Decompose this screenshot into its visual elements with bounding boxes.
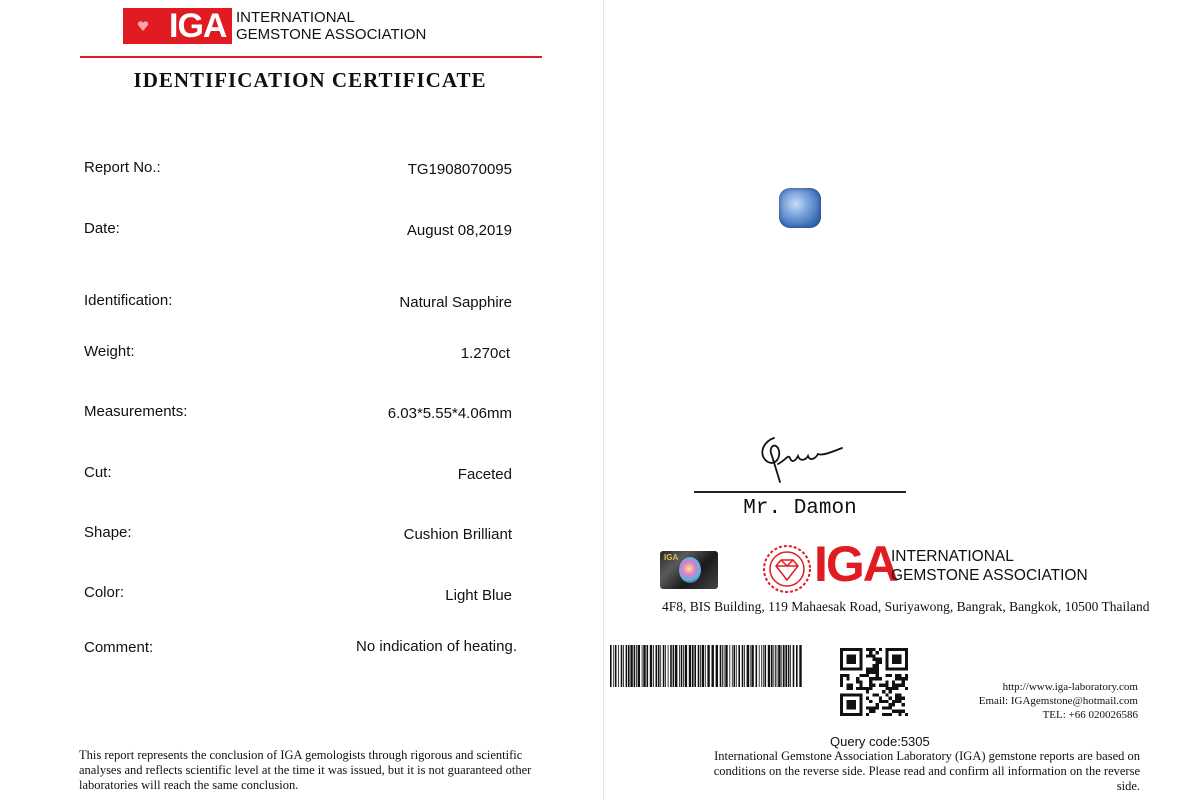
field-value-date: August 08,2019	[406, 222, 512, 239]
logo-line-1: INTERNATIONAL	[236, 9, 355, 26]
field-value-color: Light Blue	[445, 587, 512, 604]
barcode-image	[610, 645, 802, 687]
certificate-title: IDENTIFICATION CERTIFICATE	[133, 68, 487, 92]
page-fold-divider	[603, 0, 604, 800]
signature-line	[694, 491, 906, 493]
field-label-date: Date:	[84, 220, 120, 237]
field-label-color: Color:	[84, 584, 125, 601]
association-wordmark	[891, 547, 1088, 585]
field-label-comment: Comment:	[84, 639, 154, 656]
query-code: Query code:5305	[830, 734, 930, 749]
hologram-sticker	[660, 551, 718, 589]
hologram-label: IGA	[664, 553, 679, 562]
lab-address: 4F8, BIS Building, 119 Mahaesak Road, Suriyawong, Bangrak, Bangkok, 10500 Thailand	[662, 599, 1150, 614]
gemstone-photo	[779, 188, 821, 228]
field-label-identification: Identification:	[84, 292, 173, 309]
field-value-shape: Cushion Brilliant	[403, 526, 512, 543]
qr-code-image	[840, 648, 908, 716]
field-label-cut: Cut:	[84, 464, 112, 481]
association-line-1: INTERNATIONAL	[891, 548, 1014, 565]
association-line-2: GEMSTONE ASSOCIATION	[891, 567, 1088, 584]
heart-icon	[137, 21, 149, 31]
disclaimer-text: This report represents the conclusion of IGA gemologists through rigorous and scientific analyses and reflects scientific level at the time it was issued, but it is not guaranteed other laboratories will reach the same conclusion.	[79, 748, 532, 792]
iga-seal-icon	[762, 544, 812, 594]
field-value-report-no: TG1908070095	[407, 161, 512, 178]
reverse-side-notice: International Gemstone Association Laboratory (IGA) gemstone reports are based on conditions on the reverse side. Please read and confirm all information on the reverse side.	[713, 749, 1140, 793]
logo-wordmark	[236, 9, 426, 43]
signer-name: Mr. Damon	[743, 497, 857, 520]
header-divider	[80, 56, 542, 58]
field-label-shape: Shape:	[84, 524, 132, 541]
website-link[interactable]: http://www.iga-laboratory.com	[1002, 681, 1138, 693]
field-value-comment: No indication of heating.	[356, 638, 517, 655]
email-text: Email: IGAgemstone@hotmail.com	[978, 695, 1138, 707]
logo-iga-text: IGA	[169, 7, 227, 45]
field-value-identification: Natural Sapphire	[399, 294, 512, 311]
logo-line-2: GEMSTONE ASSOCIATION	[236, 26, 427, 43]
hologram-gem-icon	[679, 557, 701, 583]
iga-logo-mark	[123, 8, 232, 44]
contact-block	[979, 680, 1138, 722]
field-label-report-no: Report No.:	[84, 159, 161, 176]
phone-text: TEL: +66 020026586	[1042, 709, 1138, 721]
field-value-weight: 1.270ct	[460, 345, 510, 362]
iga-logo-large: IGA	[814, 536, 897, 592]
field-label-measurements: Measurements:	[84, 403, 188, 420]
field-value-cut: Faceted	[457, 466, 512, 483]
field-label-weight: Weight:	[84, 343, 135, 360]
signature-image	[752, 434, 848, 486]
field-value-measurements: 6.03*5.55*4.06mm	[387, 405, 512, 422]
